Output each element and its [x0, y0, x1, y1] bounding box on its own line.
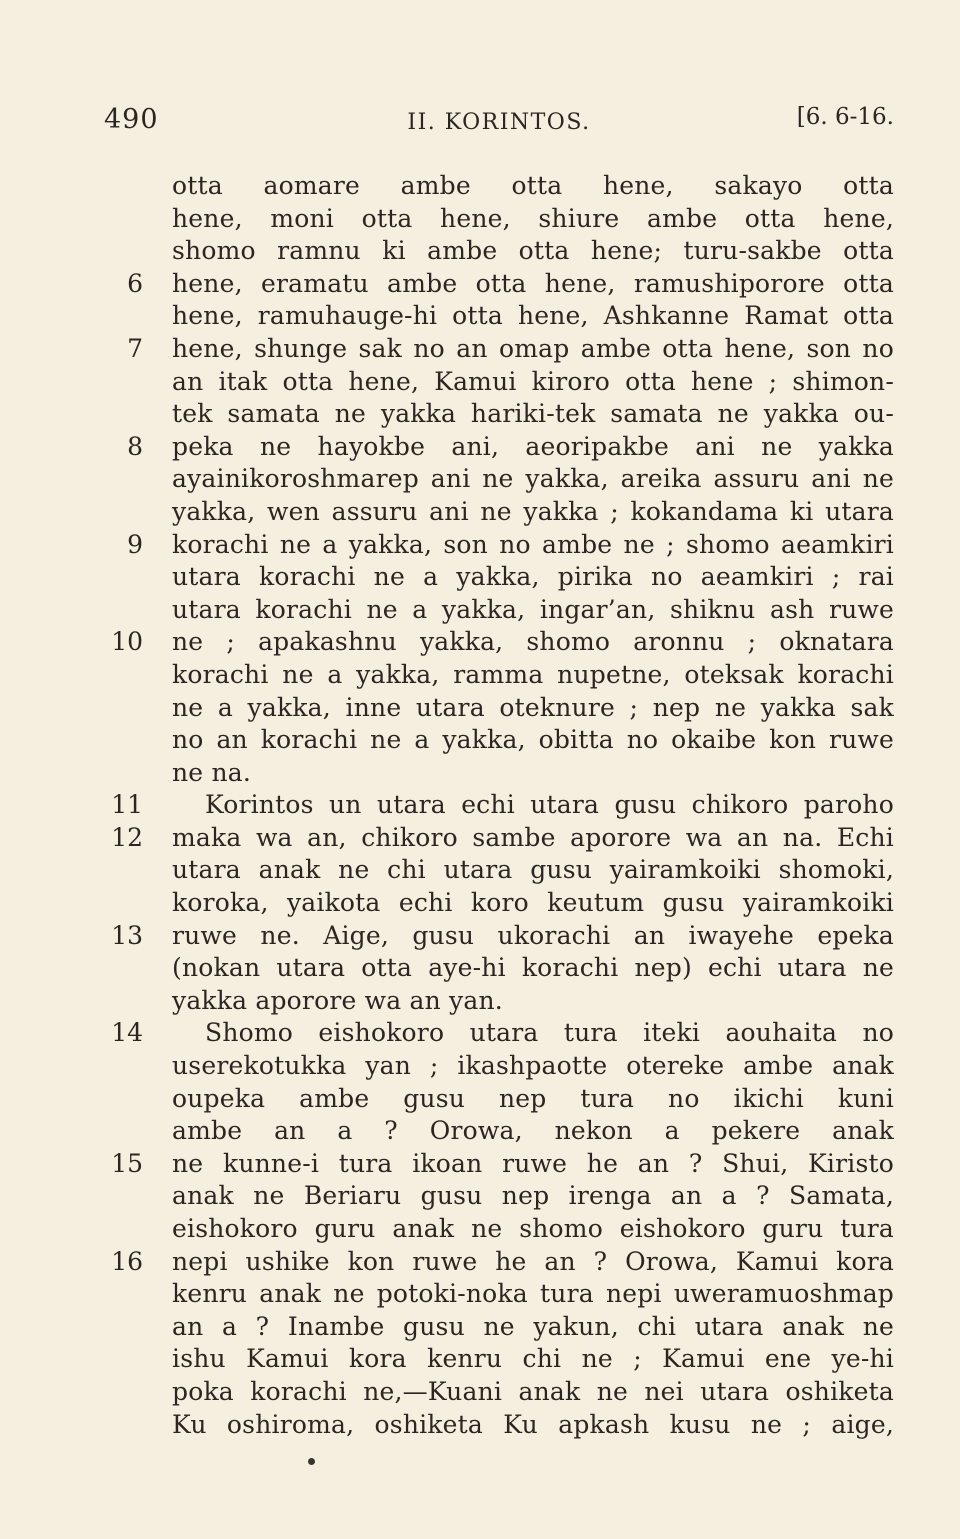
text-line	[0, 887, 960, 920]
verse-number: 8	[127, 431, 143, 461]
line-text: anak ne Beriaru gusu nep irenga an a ? Samata,	[172, 1181, 894, 1211]
line-text: nepi ushike kon ruwe he an ? Orowa, Kamui kora	[172, 1246, 894, 1276]
text-line	[0, 235, 960, 268]
verse-number: 12	[111, 822, 143, 852]
line-text: Ku oshiroma, oshiketa Ku apkash kusu ne ; aige,	[172, 1409, 894, 1439]
text-line	[0, 1278, 960, 1311]
text-line	[0, 626, 960, 659]
page-number: 490	[104, 104, 159, 135]
text-line	[0, 529, 960, 562]
line-text: ne kunne-i tura ikoan ruwe he an ? Shui, Kiristo	[172, 1148, 894, 1178]
text-line	[0, 398, 960, 431]
line-text: ne a yakka, inne utara oteknure ; nep ne yakka sak	[172, 692, 894, 722]
verse-number: 7	[127, 333, 143, 363]
line-text: hene, ramuhauge-hi otta hene, Ashkanne Ramat otta	[172, 301, 894, 331]
verse-number: 16	[111, 1246, 143, 1276]
text-line	[0, 463, 960, 496]
line-text: otta aomare ambe otta hene, sakayo otta	[172, 171, 894, 200]
text-line	[0, 1246, 960, 1279]
text-line	[0, 659, 960, 692]
line-text: hene, shunge sak no an omap ambe otta hene, son no	[172, 333, 894, 363]
text-line	[0, 789, 960, 822]
text-line	[0, 333, 960, 366]
line-text: oupeka ambe gusu nep tura no ikichi kuni	[172, 1083, 894, 1113]
line-text: an a ? Inambe gusu ne yakun, chi utara anak ne	[172, 1311, 894, 1341]
text-line	[0, 854, 960, 887]
text-line	[0, 822, 960, 855]
text-line	[0, 1180, 960, 1213]
text-line	[0, 203, 960, 236]
line-text: userekotukka yan ; ikashpaotte otereke ambe anak	[172, 1051, 894, 1081]
text-line	[0, 1311, 960, 1344]
line-text: peka ne hayokbe ani, aeoripakbe ani ne yakka	[172, 431, 894, 461]
running-title: II. KORINTOS.	[407, 110, 591, 135]
line-text: eishokoro guru anak ne shomo eishokoro guru tura	[172, 1214, 894, 1243]
verse-number: 9	[127, 529, 143, 559]
text-line	[0, 757, 960, 790]
line-text: ne na.	[172, 757, 251, 787]
text-line	[0, 1017, 960, 1050]
text-line	[0, 496, 960, 529]
text-line	[0, 1213, 960, 1246]
line-text: korachi ne a yakka, ramma nupetne, oteksak korachi	[172, 659, 894, 689]
line-text: maka wa an, chikoro sambe aporore wa an na. Echi	[172, 822, 894, 852]
line-text: hene, moni otta hene, shiure ambe otta hene,	[172, 203, 894, 233]
text-line	[0, 594, 960, 627]
line-text: korachi ne a yakka, son no ambe ne ; shomo aeamkiri	[172, 529, 894, 559]
text-line	[0, 1148, 960, 1181]
line-text: ishu Kamui kora kenru chi ne ; Kamui ene ye-hi	[172, 1344, 894, 1374]
verse-number: 15	[111, 1148, 143, 1178]
line-text: utara anak ne chi utara gusu yairamkoiki shomoki,	[172, 855, 894, 885]
text-line	[0, 692, 960, 725]
page-header	[104, 104, 894, 144]
text-line	[0, 1409, 960, 1442]
line-text: yakka, wen assuru ani ne yakka ; kokandama ki utara	[172, 496, 894, 526]
line-text: koroka, yaikota echi koro keutum gusu yairamkoiki	[172, 888, 894, 918]
line-text: utara korachi ne a yakka, pirika no aeamkiri ; rai	[172, 562, 894, 592]
printed-dot-mark	[308, 1458, 315, 1465]
line-text: yakka aporore wa an yan.	[172, 985, 503, 1015]
verse-number: 11	[111, 790, 143, 820]
text-line	[0, 1050, 960, 1083]
text-line	[0, 1343, 960, 1376]
verse-number: 14	[111, 1018, 143, 1048]
line-text: hene, eramatu ambe otta hene, ramushiporore otta	[172, 268, 894, 298]
text-line	[0, 920, 960, 953]
text-line	[0, 985, 960, 1018]
text-line	[0, 366, 960, 399]
text-line	[0, 300, 960, 333]
text-line	[0, 170, 960, 203]
text-line	[0, 724, 960, 757]
line-text: no an korachi ne a yakka, obitta no okaibe kon ruwe	[172, 725, 894, 755]
text-line	[0, 1376, 960, 1409]
line-text: utara korachi ne a yakka, ingar’an, shiknu ash ruwe	[172, 594, 894, 624]
text-line	[0, 561, 960, 594]
line-text: ne ; apakashnu yakka, shomo aronnu ; oknatara	[172, 627, 894, 657]
verse-number: 6	[127, 268, 143, 298]
text-line	[0, 1083, 960, 1116]
verse-number: 10	[111, 627, 143, 657]
chapter-reference: [6. 6-16.	[796, 104, 894, 130]
text-line	[0, 431, 960, 464]
line-text: ambe an a ? Orowa, nekon a pekere anak	[172, 1116, 894, 1146]
line-text: ruwe ne. Aige, gusu ukorachi an iwayehe epeka	[172, 920, 894, 950]
line-text: ayainikoroshmarep ani ne yakka, areika assuru ani ne	[172, 464, 894, 494]
line-text: shomo ramnu ki ambe otta hene; turu-sakbe otta	[172, 236, 894, 266]
line-text: (nokan utara otta aye-hi korachi nep) echi utara ne	[172, 953, 894, 983]
line-text: poka korachi ne,—Kuani anak ne nei utara oshiketa	[172, 1376, 894, 1406]
line-text: an itak otta hene, Kamui kiroro otta hene ; shimon-	[172, 366, 894, 396]
text-line	[0, 1115, 960, 1148]
text-line	[0, 952, 960, 985]
verse-number: 13	[111, 920, 143, 950]
line-text: kenru anak ne potoki-noka tura nepi uweramuoshmap	[172, 1279, 894, 1309]
page-body-text	[0, 170, 960, 1441]
text-line	[0, 268, 960, 301]
line-text: tek samata ne yakka hariki-tek samata ne yakka ou-	[172, 399, 894, 429]
line-text: Shomo eishokoro utara tura iteki aouhaita no	[205, 1018, 894, 1048]
line-text: Korintos un utara echi utara gusu chikoro paroho	[205, 790, 894, 820]
